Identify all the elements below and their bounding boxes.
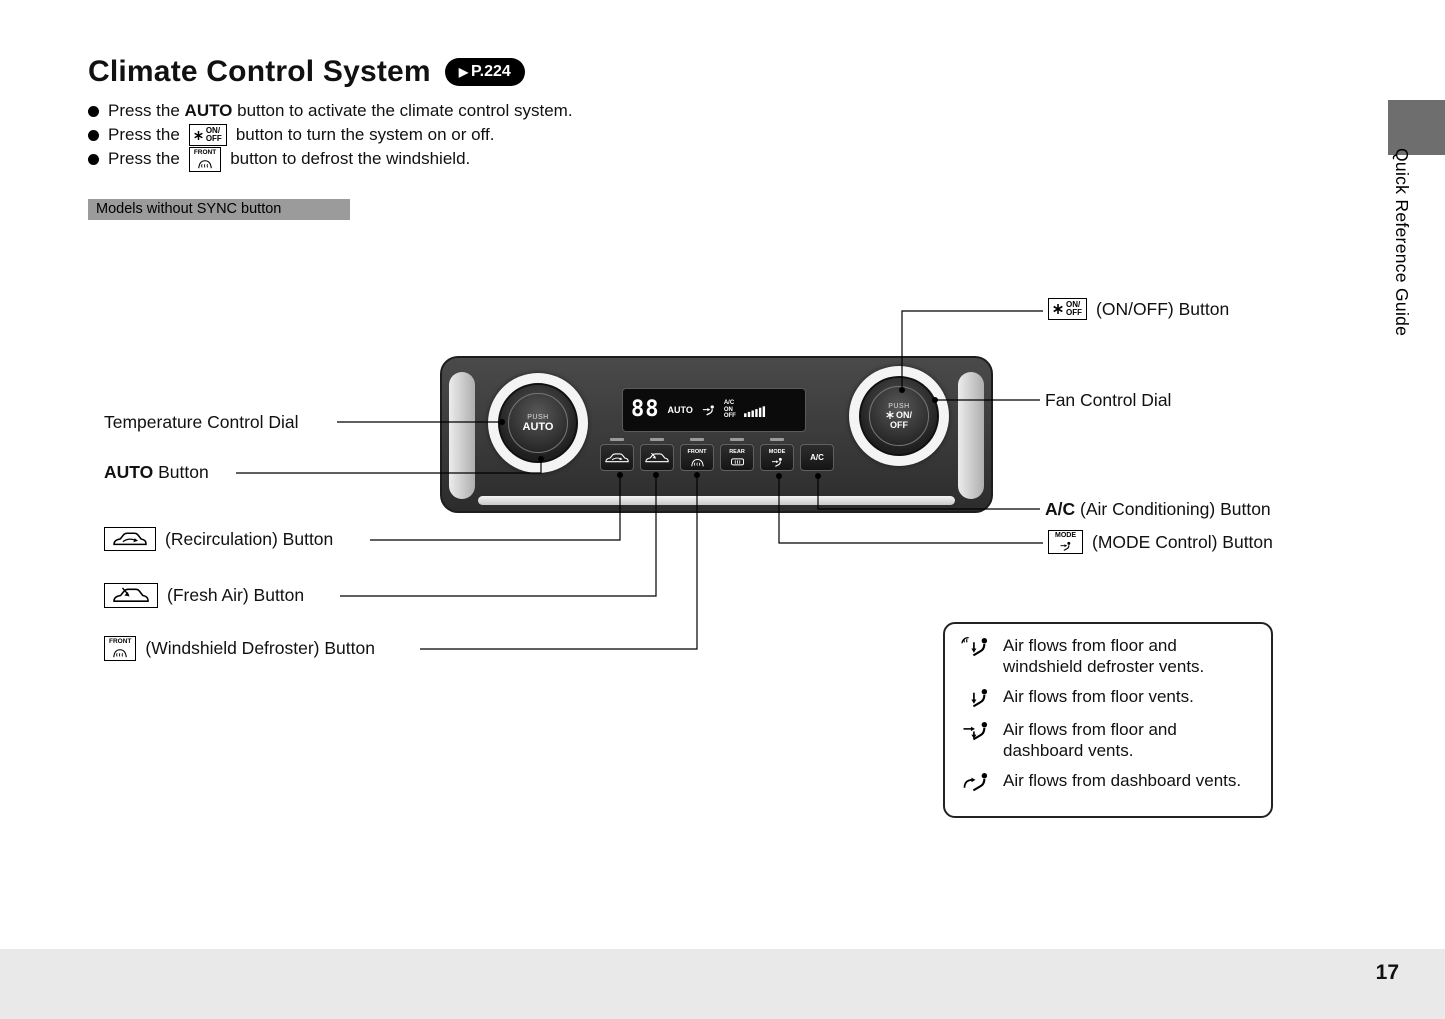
indicator-lamp <box>770 438 784 441</box>
models-note-banner: Models without SYNC button <box>88 199 350 220</box>
page-title: Climate Control System <box>88 55 431 88</box>
floor-dashboard-airflow-icon <box>958 719 994 761</box>
chapter-title-vertical: Quick Reference Guide <box>1392 148 1412 337</box>
mode-button <box>760 444 794 471</box>
mode-button-label: MODE <box>768 448 786 455</box>
instruction-text: Press the <box>108 149 180 168</box>
fan-speed-bars-icon <box>744 404 772 417</box>
auto-indicator: AUTO <box>667 405 693 415</box>
callout-label: Fan Control Dial <box>1045 390 1172 410</box>
front-button-label: FRONT <box>687 448 707 455</box>
page-ref-badge <box>445 58 525 86</box>
ac-button-label: A/C <box>810 453 824 462</box>
page-footer <box>0 949 1445 1019</box>
instruction-text: Press the <box>108 125 180 144</box>
panel-endcap <box>958 372 984 499</box>
chapter-tab <box>1388 100 1445 155</box>
airflow-description: Air flows from dashboard vents. <box>1003 771 1242 790</box>
dial-onoff-label: ON/ <box>886 410 912 420</box>
rear-defrost-icon <box>730 457 745 466</box>
rear-defroster-button <box>720 444 754 471</box>
fan-icon <box>194 131 203 140</box>
list-item <box>958 635 1259 677</box>
callout-label: Temperature Control Dial <box>104 412 299 432</box>
callout-label: (Fresh Air) Button <box>167 585 305 605</box>
callout-onoff-button <box>1048 298 1229 320</box>
climate-control-panel-illustration <box>440 356 993 513</box>
ac-indicator: A/C ON OFF <box>723 400 736 420</box>
callout-label: (MODE Control) Button <box>1092 531 1273 552</box>
fan-control-dial <box>859 376 939 456</box>
callout-fresh-air-button <box>104 583 304 608</box>
callout-recirculation-button <box>104 527 333 551</box>
indicator-lamp <box>690 438 704 441</box>
fan-icon <box>1053 304 1063 314</box>
onoff-button-icon: ON/ OFF <box>189 124 227 146</box>
fresh-air-icon <box>644 452 670 464</box>
indicator-lamp <box>650 438 664 441</box>
airflow-legend-box <box>943 622 1273 818</box>
onoff-button-icon: ON/ OFF <box>1048 298 1087 320</box>
recirculation-button <box>600 444 634 471</box>
list-item <box>88 123 573 147</box>
airflow-description: Air flows from floor vents. <box>1003 687 1194 706</box>
mode-indicator-icon <box>701 404 716 416</box>
rear-button-label: REAR <box>729 449 745 455</box>
dial-push-label: PUSH <box>888 402 910 410</box>
arrow-icon: ▶ <box>458 65 469 79</box>
bullet-icon <box>88 106 99 117</box>
airflow-description: Air flows from floor and dashboard vents. <box>1003 720 1177 760</box>
bullet-icon <box>88 130 99 141</box>
callout-auto-button <box>104 462 209 483</box>
callout-label: A/C (Air Conditioning) Button <box>1045 499 1271 519</box>
airflow-description: Air flows from floor and windshield defroster vents. <box>1003 636 1205 676</box>
recirculation-icon <box>104 527 156 551</box>
floor-windshield-airflow-icon <box>958 635 994 677</box>
defrost-glyph-icon <box>197 158 213 169</box>
defrost-glyph-icon <box>690 457 705 467</box>
callout-label: (ON/OFF) Button <box>1096 298 1230 319</box>
windshield-defroster-icon: FRONT <box>189 147 221 172</box>
page-number: 17 <box>1375 961 1399 984</box>
list-item <box>958 770 1259 794</box>
dial-push-label: PUSH <box>527 413 549 421</box>
panel-endcap <box>449 372 475 499</box>
temperature-digits: 88 <box>631 397 660 422</box>
temperature-control-dial <box>498 383 578 463</box>
fan-icon <box>886 411 894 419</box>
dial-auto-label: AUTO <box>522 420 554 433</box>
fresh-air-button <box>640 444 674 471</box>
callout-label: (Windshield Defroster) Button <box>145 638 375 658</box>
windshield-defroster-icon: FRONT <box>104 636 136 661</box>
list-item <box>88 99 573 123</box>
instruction-text: Press the AUTO button to activate the climate control system. <box>108 101 573 120</box>
list-item <box>958 719 1259 761</box>
front-defroster-button <box>680 444 714 471</box>
callout-windshield-defroster-button <box>104 636 375 661</box>
recirculation-icon <box>604 452 630 464</box>
mode-person-icon <box>770 457 784 467</box>
climate-display <box>622 388 806 432</box>
panel-trim <box>478 496 955 505</box>
mode-button-icon: MODE <box>1048 530 1083 554</box>
list-item <box>88 147 573 171</box>
bullet-icon <box>88 154 99 165</box>
dial-off-label: OFF <box>890 419 908 430</box>
indicator-lamp <box>610 438 624 441</box>
callout-fan-dial <box>1045 390 1171 411</box>
callout-ac-button <box>1045 499 1271 520</box>
indicator-lamp <box>730 438 744 441</box>
callout-temperature-dial <box>104 412 299 433</box>
callout-label: (Recirculation) Button <box>165 528 334 549</box>
instruction-text: button to defrost the windshield. <box>230 149 471 168</box>
dashboard-airflow-icon <box>958 770 994 794</box>
floor-airflow-icon <box>958 686 994 710</box>
list-item <box>958 686 1259 710</box>
instruction-text: button to turn the system on or off. <box>235 125 495 144</box>
callout-mode-button <box>1048 530 1273 554</box>
fresh-air-icon <box>104 583 158 608</box>
panel-button-row <box>600 444 834 471</box>
callout-label: AUTO Button <box>104 462 209 482</box>
ac-button <box>800 444 834 471</box>
instruction-list <box>88 99 573 171</box>
page-ref-label: P.224 <box>471 63 511 80</box>
page-header <box>88 55 525 89</box>
